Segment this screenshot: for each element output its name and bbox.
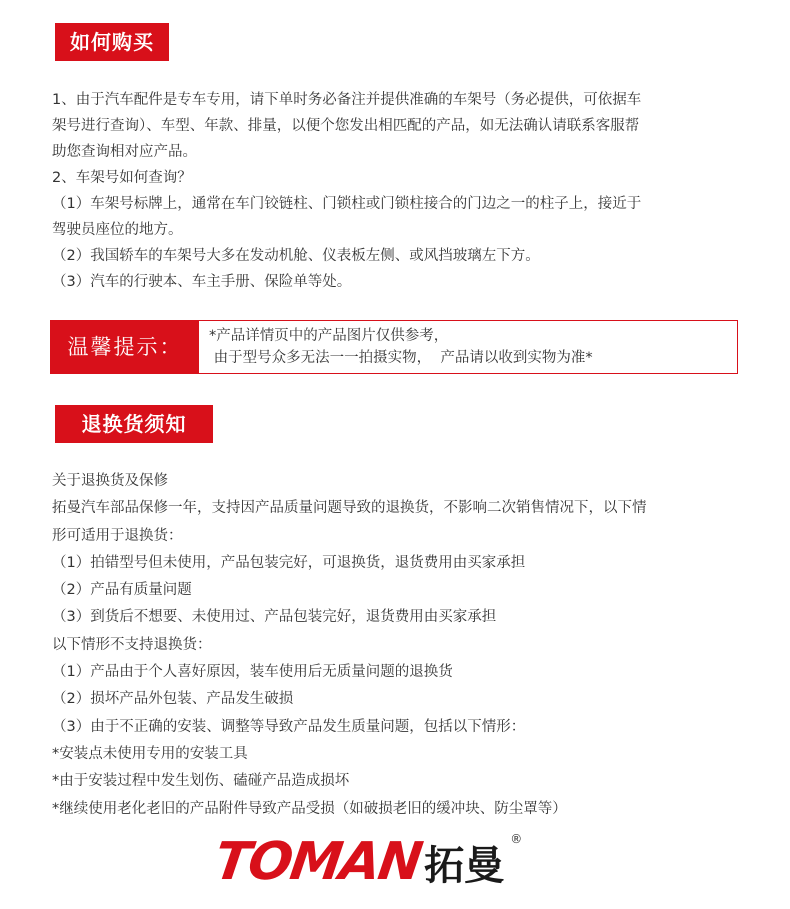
tip-text <box>199 321 593 373</box>
returns-heading <box>55 405 213 443</box>
tip-line: *产品详情页中的产品图片仅供参考， <box>209 328 449 344</box>
text-line: *安装点未使用专用的安装工具 <box>52 745 248 762</box>
text-line: 驾驶员座位的地方。 <box>52 222 183 238</box>
returns-heading-text: 退换货须知 <box>81 412 187 436</box>
text-line: （3）到货后不想要、未使用过、产品包装完好，退货费用由买家承担 <box>52 609 497 626</box>
text-line: （2）我国轿车的车架号大多在发动机舱、仪表板左侧、或风挡玻璃左下方。 <box>52 248 540 264</box>
how-to-buy-heading <box>55 23 169 61</box>
tip-box <box>50 320 738 374</box>
text-line: （1）车架号标牌上，通常在车门铰链柱、门锁柱或门锁柱接合的门边之一的柱子上，接近于 <box>52 196 642 212</box>
registered-mark: ® <box>510 832 523 846</box>
text-line: 形可适用于退换货： <box>52 527 183 544</box>
how-to-buy-heading-text: 如何购买 <box>70 30 154 54</box>
returns-text <box>52 468 742 823</box>
how-to-buy-text <box>52 87 742 295</box>
text-line: （2）损坏产品外包装、产品发生破损 <box>52 691 294 708</box>
text-line: 1、由于汽车配件是专车专用，请下单时务必备注并提供准确的车架号（务必提供，可依据车 <box>52 92 642 108</box>
tip-label: 温馨提示： <box>51 321 199 373</box>
text-line: 关于退换货及保修 <box>52 473 168 489</box>
text-line: 2、车架号如何查询？ <box>52 170 192 186</box>
text-line: （3）由于不正确的安装、调整等导致产品发生质量问题，包括以下情形： <box>52 718 526 735</box>
text-line: （1）拍错型号但未使用，产品包装完好，可退换货，退货费用由买家承担 <box>52 554 526 571</box>
text-line: 拓曼汽车部品保修一年，支持因产品质量问题导致的退换货，不影响二次销售情况下，以下情 <box>52 500 647 517</box>
toman-logo <box>210 832 523 892</box>
text-line: （1）产品由于个人喜好原因，装车使用后无质量问题的退换货 <box>52 664 453 681</box>
text-line: *继续使用老化老旧的产品附件导致产品受损（如破损老旧的缓冲块、防尘罩等） <box>52 800 567 817</box>
text-line: （3）汽车的行驶本、车主手册、保险单等处。 <box>52 274 352 290</box>
logo-latin-text: TOMAN <box>210 832 425 892</box>
text-line: *由于安装过程中发生划伤、磕碰产品造成损坏 <box>52 773 350 790</box>
text-line: 以下情形不支持退换货： <box>52 636 212 653</box>
text-line: （2）产品有质量问题 <box>52 582 192 599</box>
text-line: 架号进行查询）、车型、年款、排量，以便个您发出相匹配的产品，如无法确认请联系客服帮 <box>52 118 640 134</box>
logo-cjk-text: 拓曼 <box>424 842 505 889</box>
tip-line: 由于型号众多无法一一拍摄实物， 产品请以收到实物为准* <box>209 350 593 366</box>
text-line: 助您查询相对应产品。 <box>52 144 197 160</box>
